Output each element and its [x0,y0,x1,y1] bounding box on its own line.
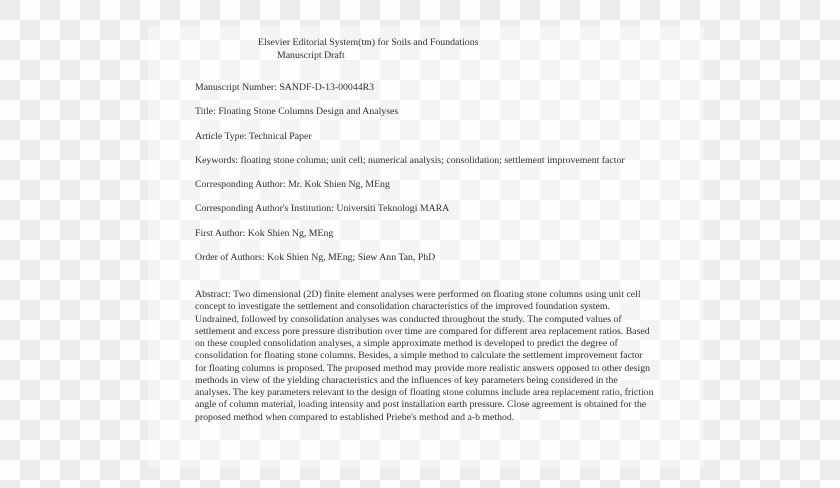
journal-system-title: Elsevier Editorial System(tm) for Soils and Foundations [258,37,479,48]
field-corresponding-author-institution: Corresponding Author's Institution: Universiti Teknologi MARA [195,203,450,215]
field-article-type: Article Type: Technical Paper [195,130,312,142]
field-order-of-authors: Order of Authors: Kok Shien Ng, MEng; Siew Ann Tan, PhD [195,252,436,264]
field-manuscript-number: Manuscript Number: SANDF-D-13-00044R3 [195,82,375,93]
field-keywords: Keywords: floating stone column; unit cell; numerical analysis; consolidation; settlement improvement factor [195,154,625,166]
manuscript-metadata [195,82,665,276]
manuscript-header [258,36,478,62]
field-first-author: First Author: Kok Shien Ng, MEng [195,227,334,239]
abstract-paragraph: Abstract: Two dimensional (2D) finite element analyses were performed on floating stone columns using unit cell concept to investigate the settlement and consolidation characteristics of the improved foundation system. Undrained, followed by consolidation analyses was conducted throughout the study. The computed values of settlement and excess pore pressure distribution over time are compared for different area replacement ratios. Based on these coupled consolidation analyses, a simple approximate method is developed to predict the degree of consolidation for floating stone columns. Besides, a simple method to calculate the settlement improvement factor for floating columns is proposed. The proposed method may provide more realistic answers opposed to other design methods in view of the yielding characteristics and the influences of key parameters being considered in the analyses. The key parameters relevant to the design of floating stone columns include area replacement ratio, friction angle of column material, loading intensity and post installation earth pressure. Close agreement is obtained for the proposed method when compared to established Priebe's method and a-b method. [195,289,654,423]
field-corresponding-author: Corresponding Author: Mr. Kok Shien Ng, MEng [195,179,390,191]
manuscript-draft-label: Manuscript Draft [277,50,345,61]
field-title: Title: Floating Stone Columns Design and Analyses [195,106,399,118]
